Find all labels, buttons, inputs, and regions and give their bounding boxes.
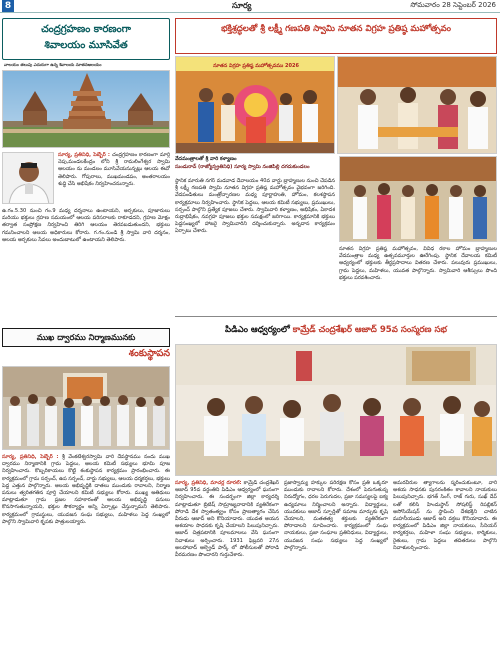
masthead (0, 0, 500, 13)
left-story1-headline-line1: చంద్రగ్రహణం కారణంగా (41, 24, 131, 35)
paper-name: సూర్య (232, 1, 252, 10)
devotees-illustration (340, 157, 497, 242)
left-story1-headline-line2: శివాలయం మూసివేత (44, 40, 128, 51)
left-story2-headline-b: శంకుస్థాపన (128, 348, 170, 359)
left-story2-body-text: శ్రీ వేంకటేశ్వరస్వామి వారి దేవస్థానము నందు ముఖ ద్వారము నిర్మాణానికి గ్రామ పెద్దలు, ఆలయ కమిటీ సభ్యులు భూమి పూజ నిర్వహించారు. కొబ్బరికాయలు కొట్టి శంకుస్థాపన కార్యక్రమం ప్రారంభించారు. ఈ కార్యక్రమంలో గ్రామ సర్పంచ్, ఉప సర్పంచ్, వార్డు సభ్యులు, ఆలయ ధర్మకర్తలు, భక్తులు పెద్ద ఎత్తున పాల్గొన్నారు. ఆలయ అభివృద్ధికి దాతలు ముందుకు రావాలని, నిర్మాణ పనులు త్వరితగతిన పూర్తి చేయాలని కమిటీ సభ్యులు కోరారు. ముఖ్య అతిథులు మాట్లాడుతూ గ్రామ ప్రజల సహకారంతో ఆలయ అభివృద్ధి పనులు కొనసాగుతున్నాయని, భక్తుల సౌకర్యార్థం అన్ని ఏర్పాట్లు చేస్తున్నామని తెలిపారు. కార్యక్రమంలో గ్రామస్థులు, యువజన సంఘ సభ్యులు, మహిళలు పెద్ద సంఖ్యలో పాల్గొని స్వామివారి కృపకు పాత్రులయ్యారు. (2, 454, 170, 525)
right-story2-headline-red: కామ్రేడ్ చంద్రశేఖర్ ఆజాద్ 95వ సంస్మరణ సభ (292, 325, 447, 335)
page-number: 8 (2, 0, 14, 12)
date-line: సోమవారం 28 సెప్టెంబర్ 2026 (410, 1, 496, 9)
left-story1-body-part1: చంద్రగ్రహణం కారణంగా మార్గి నెపు,మండలకేంద్రం లోని శ్రీ రామలింగేశ్వర స్వామి ఆలయం ను మండలం మూసివేయనున్నట్లు ఆలయ ఈవో తెలిపారు. గోపురాలు, ముఖమండపం, అంతరాలయం శుద్ధి చేసి అభిషేకం నిర్వహించనున్నారు. (58, 152, 170, 187)
right-story2-col1-text: కామ్రేడ్ చంద్రశేఖర్ ఆజాద్ 95వ వర్ధంతిని పిడిఎం ఆధ్వర్యంలో ఘనంగా నిర్వహించారు. ఈ సందర్భంగా జిల్లా కార్యదర్శి మాట్లాడుతూ బ్రిటిష్ సామ్రాజ్యవాదానికి వ్యతిరేకంగా పోరాడి దేశ స్వాతంత్య్రం కోసం ప్రాణత్యాగం చేసిన వీరుడు ఆజాద్ అని కొనియాడారు. యువత ఆయన ఆశయాల సాధనకు కృషి చేయాలని పిలుపునిచ్చారు. ఆజాద్ చిత్రపటానికి పూలమాలలు వేసి ఘనంగా నివాళులు అర్పించారు. 1931 ఫిబ్రవరి 27న అలహాబాద్ ఆల్ఫ్రెడ్ పార్క్ లో పోలీసులతో పోరాడి వీరమరణం పొందారని గుర్తుచేశారు. (175, 480, 279, 559)
official-portrait (2, 152, 54, 204)
left-story2-byline: సూర్య, ప్రతినిధి, పెబ్బేర్ : (2, 454, 63, 460)
section-divider (175, 316, 497, 317)
right-story2-col2: ప్రజాస్వామ్య హక్కుల పరిరక్షణ కోసం ప్రతి ఒక్కరూ ముందుకు రావాలని కోరారు. దేశంలో పెరుగుతున్న నిరుద్యోగం, ధరల పెరుగుదల, ప్రజా సమస్యలపై ఐక్య ఉద్యమాలు నిర్మించాలని అన్నారు. విద్యార్థులు, యువకులు ఆజాద్ స్ఫూర్తితో సమాజ మార్పుకు కృషి చేయాలని, మతతత్వ శక్తులకు వ్యతిరేకంగా పోరాడాలని సూచించారు. కార్యక్రమంలో సంఘ నాయకులు, ప్రజా సంఘాల ప్రతినిధులు, విద్యార్థులు, యువజన సంఘ సభ్యులు పెద్ద సంఖ్యలో పాల్గొన్నారు. (284, 480, 388, 551)
foundation-ceremony-photo (2, 366, 170, 450)
right-story2-byline: సూర్య, ప్రతినిధి, మాచర్ల రూరల్: (175, 480, 242, 486)
left-story2-headline-a: ముఖ ద్వారము నిర్మాణమునకు (36, 332, 136, 342)
temple-photo (2, 70, 170, 148)
meeting-photo (175, 344, 497, 476)
right-story1-headline: భక్తిశ్రద్ధలతో శ్రీ లక్ష్మీ గణపతి స్వామి నూతన విగ్రహ ప్రతిష్ఠ మహోత్సవం (175, 18, 497, 54)
person-portrait-icon (3, 153, 54, 204)
idol-installation-photo (175, 56, 335, 154)
banner-text: నూతన విగ్రహ ప్రతిష్ఠ మహోత్సవము 2026 (213, 63, 299, 69)
left-story1-body-part2: ఉ.గం.5.30 నుంచి గం.9 మధ్య దర్శనాలు ఉంటాయని, అర్చకులు, పూజారులు మరియు భక్తులు గ్రహణ సమయంలో ఆలయ పరిసరాలకు రాకూడదని, గ్రహణ మోక్షం తర్వాత సంప్రోక్షణ నిర్వహించి తిరిగి ఆలయం తెరవబడుతుందని, భక్తులు గమనించాలని ఆలయ అధికారులు కోరారు. గ.గం.నుండి శ్రీ స్వామి వారి దర్శనం, ఆలయ అర్చకులు సేవలు అందుబాటులో ఉంటాయని తెలిపారు. (2, 208, 170, 243)
left-story1-photo-caption: వాలయం తలుపు ఎదురుగా ఉన్న శివాలయ నూతనఆలయం (4, 62, 102, 67)
left-story1-byline: సూర్య, ప్రతినిధి, పెబ్బేర్ : (58, 152, 113, 158)
right-story2-col1 (175, 480, 279, 646)
right-story2-headline-black: పిడిఎం ఆధ్వర్యంలో (224, 325, 290, 335)
left-story2-headline (2, 328, 170, 347)
devotees-photo (339, 156, 497, 242)
right-story2-col3: అమరవీరుల త్యాగాలను స్మరించుకుంటూ, వారి ఆశయ సాధనకు పునరంకితం కావాలని నాయకులు పిలుపునిచ్చారు. భగత్ సింగ్, రాజ్ గురు, సుఖ్ దేవ్ లతో కలిసి హిందుస్థాన్ సోషలిస్ట్ రిపబ్లికన్ అసోసియేషన్ ను స్థాపించి దేశభక్తిని చాటిన మహనీయుడు ఆజాద్ అని వక్తలు కొనియాడారు. ఈ కార్యక్రమంలో పిడిఎం జిల్లా నాయకులు, సీనియర్ కార్యకర్తలు, మహిళా సంఘ సభ్యులు, కార్మికులు, రైతులు, గ్రామ పెద్దలు తదితరులు పాల్గొని నివాళులర్పించారు. (393, 480, 497, 551)
right-story1-body: స్థానిక మారుతి నగర్ మడవాడ దేవాలయం 40వ వార్డు బ్రాహ్మణుల నుంచి చేపడిన శ్రీ లక్ష్మీ గణపతి స్వామి నూతన విగ్రహ ప్రతిష్ఠ మహోత్సవం వైభవంగా జరిగింది. వేదపండితులు మంత్రోచ్ఛారణల మధ్య పూర్ణాహుతి, హోమం, కలశస్థాపన కార్యక్రమాలు నిర్వహించారు. స్థానిక పెద్దలు, ఆలయ కమిటీ సభ్యులు, ప్రముఖులు, సర్పంచ్ పాల్గొని ప్రత్యేక పూజలు చేశారు. స్వామివారి కళ్యాణం, అభిషేకం, ఏకాదశ రుద్రాభిషేకం, నవగ్రహ పూజలు భక్తుల సమక్షంలో జరిగాయి. కార్యక్రమానికి భక్తులు పెద్దసంఖ్యలో హాజరై స్వామివారిని దర్శించుకున్నారు. అన్నదాన కార్యక్రమం ఏర్పాటు చేశారు. (175, 178, 335, 235)
left-story2-body (2, 454, 170, 644)
right-story2-headline (175, 320, 497, 340)
right-story1-side-caption: నూతన విగ్రహ ప్రతిష్ఠ మహోత్సవం, వివిధ రకాల హోమం బ్రాహ్మణుల వేదమంత్రాల మధ్య ఉత్సవమూర్తుల ఊరేగింపు. స్థానిక దేవాలయ కమిటీ ఆధ్వర్యంలో భక్తులకు తీర్థప్రసాదాలు వితరణ చేశారు. పలువురు ప్రముఖులు, గ్రామ పెద్దలు, మహిళలు, యువత పాల్గొన్నారు. స్వామివారి ఆశీస్సులు పొంది భక్తులు పరవశించారు. (339, 246, 497, 281)
right-story1-byline: సుండురావ్ (రాజ్యోన్ప్రతినిధి) సూర్య స్వామి నంజిపిల్లి దగదుకుండలం (175, 164, 310, 170)
right-story1-photo-caption: వేదమంత్రాలతో శ్రీ వారి కళ్యాణం (175, 156, 237, 162)
left-story1-body-top (58, 152, 170, 206)
temple-illustration (3, 71, 170, 148)
left-story1-headline-box (2, 18, 170, 60)
ceremony-illustration (176, 57, 335, 154)
meeting-illustration (176, 345, 497, 476)
group-of-people-illustration (3, 367, 170, 450)
pooja-photo (337, 56, 497, 154)
priests-illustration (338, 57, 497, 154)
